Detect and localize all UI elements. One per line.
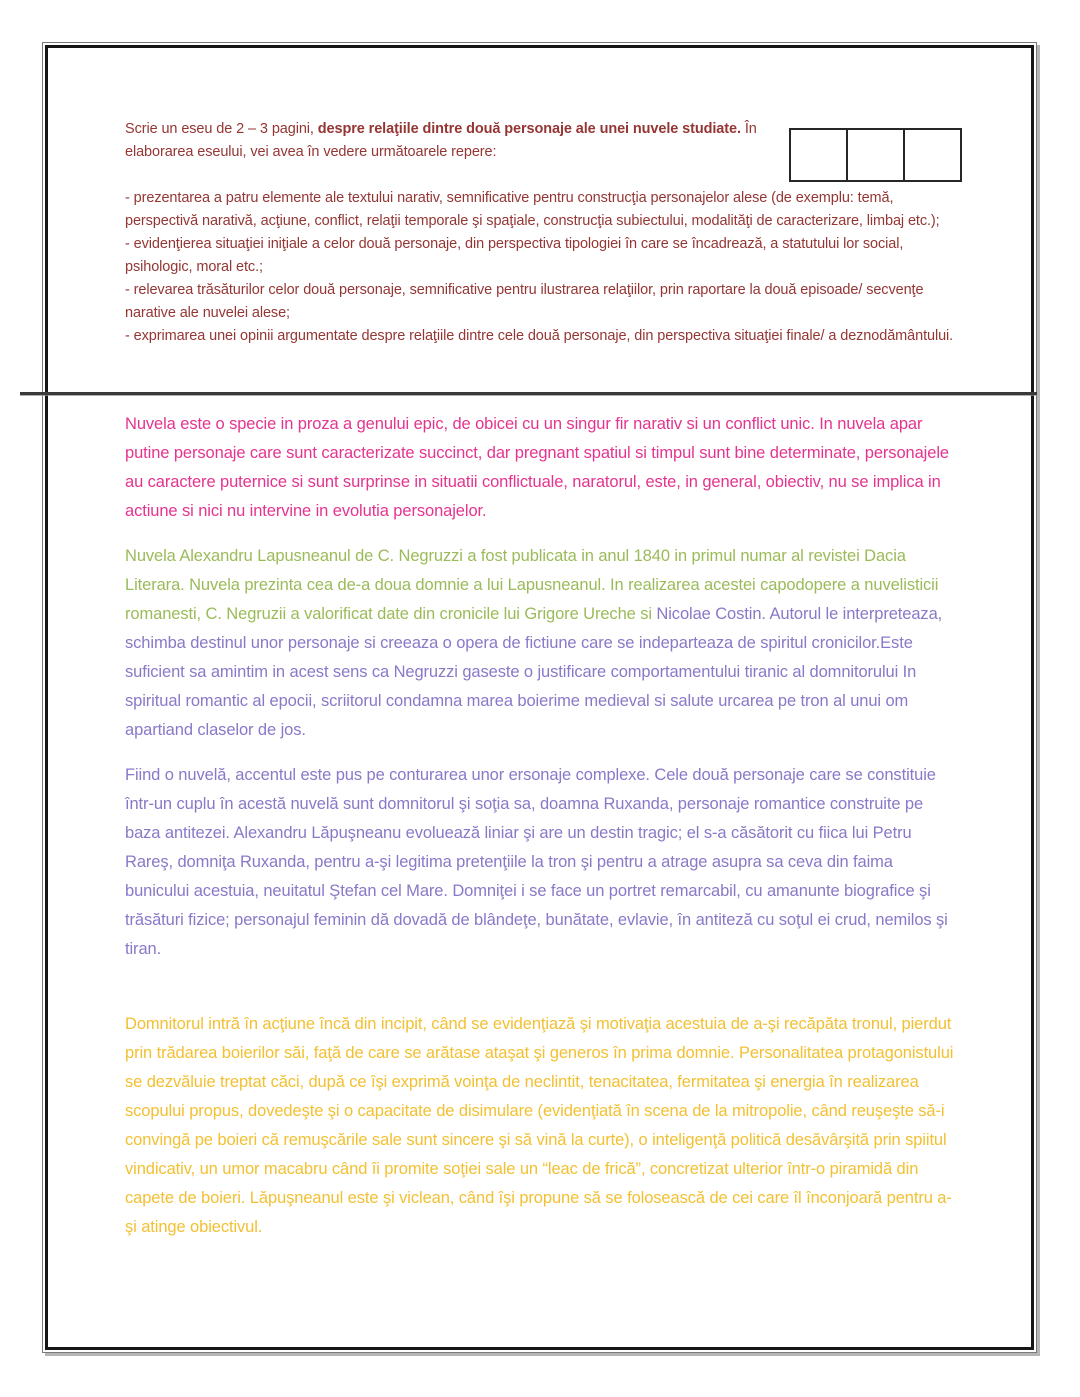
prompt-intro-suffix: În elaborarea eseului, vei avea în vedere următoarele repere: (125, 121, 757, 160)
section-divider-line (20, 392, 1037, 395)
prompt-intro-bold: despre relaţiile dintre două personaje ale unei nuvele studiate. (317, 121, 741, 137)
paragraph-publication-purple-part: Nicolae Costin. Autorul le interpreteaza, schimba destinul unor personaje si creeaza o opera de fictiune care se indeparteaza de spiritul cronicilor.Este suficient sa amintim in acest sens ca Negruzzi gaseste o justificare comportamentului tiranic al domnitorului In spiritual romantic al epocii, scriitorul condamna marea boierime medieval si salute urcarea pe tron al unui om apartiand claselor de jos. (125, 605, 943, 739)
paragraph-couple-characterization: Fiind o nuvelă, accentul este pus pe conturarea unor ersonaje complexe. Cele două personaje care se constituie într-un cuplu în acestă nuvelă sunt domnitorul şi soţia sa, doamna Ruxanda, personaje romantice construite pe baza antitezei. Alexandru Lăpuşneanu evoluează liniar şi are un destin tragic; el s-a căsătorit cu fiica lui Petru Rareş, domniţa Ruxanda, pentru a-şi legitima pretenţiile la tron şi pentru a atrage asupra sa ceva din faima bunicului acestuia, neuitatul Ştefan cel Mare. Domniţei i se face un portret remarcabil, cu amanunte biografice şi trăsături fizice; personajul feminin dă dovadă de blândeţe, bunătate, evlavie, în antiteză cu soţul ei crud, nemilos şi tiran. (125, 766, 948, 958)
score-table (789, 128, 962, 182)
score-cell-1 (791, 130, 848, 180)
prompt-requirement-4: - exprimarea unei opinii argumentate despre relaţiile dintre cele două personaje, din perspectiva situaţiei finale/ a deznodământului. (125, 328, 954, 344)
score-cell-2 (848, 130, 905, 180)
prompt-requirement-3: - relevarea trăsăturilor celor două personaje, semnificative pentru ilustrarea relaţiilor, prin raportare la două episoade/ secvenţe narative ale nuvelei alese; (125, 282, 924, 321)
paragraph-ruler-personality: Domnitorul intră în acţiune încă din incipit, când se evidenţiază şi motivaţia acestuia de a-şi recăpăta tronul, pierdut prin trădarea boierilor săi, faţă de care se arătase ataşat şi generos în prima domnie. Personalitatea protagonistului se dezvăluie treptat căci, după ce îşi exprimă voinţa de neclintit, tenacitatea, fermitatea şi energia în realizarea scopului propus, dovedeşte şi o capacitate de disimulare (evidenţiată în scena de la mitropolie, când reuşeşte să-i convingă pe boieri că remuşcările sale sunt sincere şi să vină la curte), o inteligenţă politică desăvârşită prin spiitul vindicativ, un umor macabru când îi promite soţiei sale un “leac de frică”, concretizat ulterior într-o piramidă din capete de boieri. Lăpuşneanul este şi viclean, când îşi propune să se folosească de cei care îl înconjoară pentru a-şi atinge obiectivul. (125, 1015, 954, 1236)
essay-body (125, 410, 958, 1258)
prompt-requirement-1: - prezentarea a patru elemente ale textului narativ, semnificative pentru construcţia personajelor alese (de exemplu: temă, perspectivă narativă, acţiune, conflict, relaţii temporale şi spaţiale, construcţia subiectului, modalităţi de caracterizare, limbaj etc.); (125, 190, 940, 229)
prompt-intro (125, 118, 815, 164)
prompt-requirement-2: - evidenţierea situaţiei iniţiale a celor două personaje, din perspectiva tipologiei în care se încadrează, a statutului lor social, psihologic, moral etc.; (125, 236, 904, 275)
paragraph-publication-green-part: Nuvela Alexandru Lapusneanul de C. Negruzzi a fost publicata in anul 1840 in primul numar al revistei Dacia Literara. Nuvela prezinta cea de-a doua domnie a lui Lapusneanul. In realizarea acestei capodopere a nuvelisticii romanesti, C. Negruzii a valorificat date din cronicile lui Grigore Ureche si (125, 547, 939, 623)
score-cell-3 (905, 130, 960, 180)
paragraph-novella-definition: Nuvela este o specie in proza a genului epic, de obicei cu un singur fir narativ si un conflict unic. In nuvela apar putine personaje care sunt caracterizate succinct, dar pregnant spatiul si timpul sunt bine determinate, personajele au caractere puternice si sunt surprinse in situatii conflictuale, naratorul, este, in general, obiectiv, nu se implica in actiune si nici nu intervine in evolutia personajelor. (125, 415, 949, 520)
paragraph-publication (125, 542, 958, 745)
prompt-intro-prefix: Scrie un eseu de 2 – 3 pagini, (125, 121, 318, 137)
